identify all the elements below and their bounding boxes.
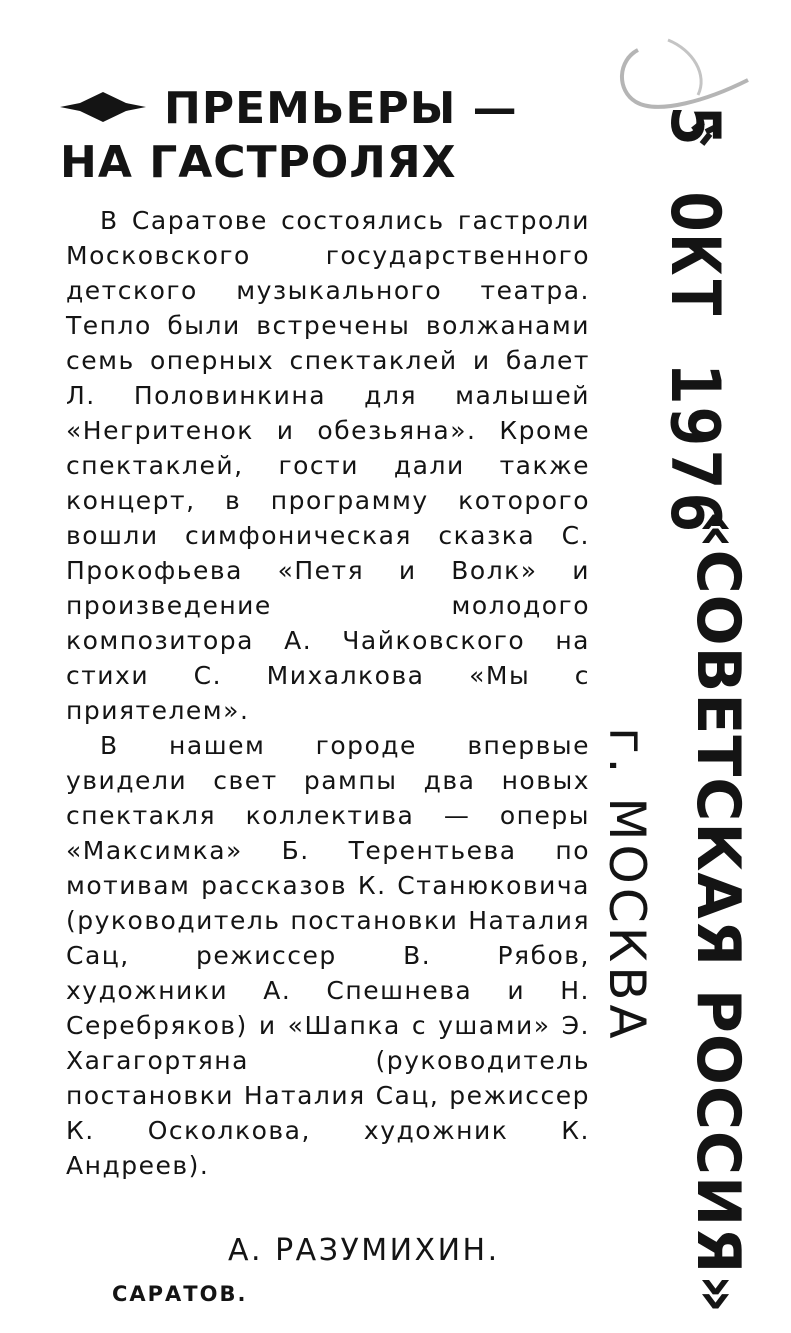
diamond-ornament-icon	[60, 92, 146, 122]
paragraph-2: В нашем городе впервые увидели свет рампы два новых спектакля коллектива — оперы «Максимка» Б. Терентьева по мотивам рассказов К. Станюковича (руководитель постановки Наталия Сац, режиссер В. Рябов, художники А. Спешнева и Н. Серебряков) и «Шапка с ушами» Э. Хагагортяна (руководитель постановки Наталия Сац, режиссер К. Осколкова, художник К. Андреев).	[66, 731, 590, 1180]
paragraph-1: В Саратове состоялись гастроли Московского государственного детского музыкального театра. Тепло были встречены волжанами семь оперных спектаклей и балет Л. Половинкина для малышей «Негритенок и обезьяна». Кроме спектаклей, гости дали также концерт, в программу которого вошли симфоническая сказка С. Прокофьева «Петя и Волк» и произведение молодого композитора А. Чайковского на стихи С. Михалкова «Мы с приятелем».	[66, 206, 590, 725]
newspaper-name-stamp: «СОВЕТСКАЯ РОССИЯ»	[683, 509, 753, 1315]
date-stamp: 5 ОКТ 1976	[655, 105, 734, 535]
dateline-location: САРАТОВ.	[112, 1282, 248, 1306]
city-stamp: г. МОСКВА	[598, 727, 656, 1043]
headline-line-2: НА ГАСТРОЛЯХ	[60, 137, 457, 188]
author-signature: А. РАЗУМИХИН.	[228, 1233, 500, 1268]
headline-line-1	[60, 82, 540, 136]
article-body	[66, 203, 590, 1183]
headline-text-1: ПРЕМЬЕРЫ —	[164, 83, 518, 134]
headline	[60, 82, 540, 190]
